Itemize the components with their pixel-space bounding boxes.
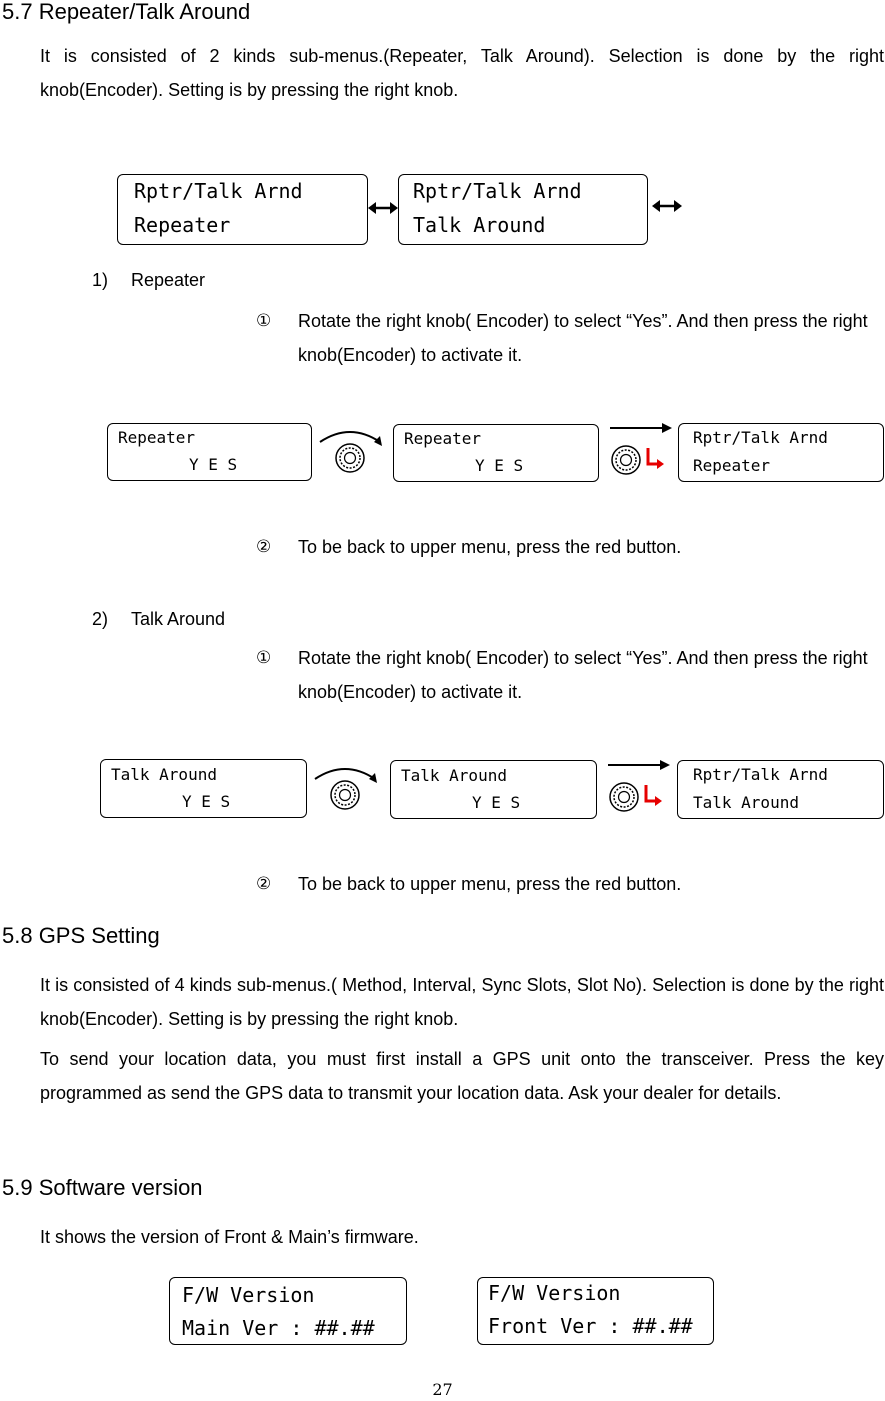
lcd-line2: Main Ver : ##.##	[182, 1316, 375, 1340]
knob-rotate-icon	[316, 428, 384, 474]
item-1-number: 1)	[92, 270, 109, 290]
lcd-line2: Y E S	[182, 792, 231, 811]
knob-press-icon	[606, 420, 674, 478]
double-arrow-icon	[652, 199, 682, 213]
lcd-menu-talk-around	[398, 174, 648, 245]
lcd-line1: Talk Around	[401, 766, 507, 785]
lcd-line1: F/W Version	[182, 1283, 315, 1307]
lcd-line2: Front Ver : ##.##	[488, 1314, 693, 1338]
item-1-step1-text: Rotate the right knob( Encoder) to select “Yes”. And then press the right knob(Encoder) to activate it.	[298, 311, 868, 365]
lcd-menu-talk-around-result	[677, 760, 884, 819]
item-2-step1-mark: ①	[256, 648, 272, 667]
item-1-step1-mark: ①	[256, 311, 272, 330]
lcd-line1: Rptr/Talk Arnd	[413, 179, 582, 203]
knob-rotate-icon	[311, 765, 379, 811]
section-5-8-para1: It is consisted of 4 kinds sub-menus.( Method, Interval, Sync Slots, Slot No). Selection is done by the right knob(Encoder). Setting is by pressing the right knob.	[40, 975, 884, 1029]
section-5-7-heading: 5.7 Repeater/Talk Around	[2, 0, 251, 24]
lcd-line1: Repeater	[118, 428, 196, 447]
lcd-line2: Talk Around	[693, 793, 799, 812]
lcd-menu-repeater	[117, 174, 368, 245]
lcd-line1: Talk Around	[111, 765, 217, 784]
lcd-fw-front-version	[477, 1277, 714, 1345]
item-1-step2-text: To be back to upper menu, press the red button.	[298, 537, 682, 557]
page-number: 27	[432, 1380, 453, 1399]
lcd-talk-around-yes-1	[100, 759, 307, 818]
lcd-line2: Y E S	[189, 455, 238, 474]
section-5-9-text: It shows the version of Front & Main’s firmware.	[40, 1227, 419, 1247]
section-5-7-intro: It is consisted of 2 kinds sub-menus.(Repeater, Talk Around). Selection is done by the right knob(Encoder). Setting is by pressing the right knob.	[40, 46, 884, 100]
item-2-step2-mark: ②	[256, 874, 272, 893]
lcd-line2: Y E S	[472, 793, 521, 812]
lcd-line2: Repeater	[693, 456, 771, 475]
lcd-menu-repeater-result	[678, 423, 884, 482]
lcd-line2: Y E S	[475, 456, 524, 475]
item-2-step1-text: Rotate the right knob( Encoder) to select “Yes”. And then press the right knob(Encoder) to activate it.	[298, 648, 868, 702]
item-2-number: 2)	[92, 609, 109, 629]
lcd-repeater-yes-2	[393, 424, 599, 482]
knob-press-icon	[604, 757, 672, 815]
item-2-step2-text: To be back to upper menu, press the red button.	[298, 874, 682, 894]
section-5-9-heading: 5.9 Software version	[2, 1175, 203, 1200]
lcd-line1: Rptr/Talk Arnd	[134, 179, 303, 203]
item-2-label: Talk Around	[131, 609, 226, 629]
double-arrow-icon	[368, 201, 398, 215]
lcd-repeater-yes-1	[107, 423, 312, 481]
lcd-line1: F/W Version	[488, 1281, 621, 1305]
section-5-8-heading: 5.8 GPS Setting	[2, 923, 160, 948]
item-1-step2-mark: ②	[256, 537, 272, 556]
lcd-fw-main-version	[169, 1277, 407, 1345]
lcd-line1: Rptr/Talk Arnd	[693, 428, 828, 447]
lcd-line2: Talk Around	[413, 213, 546, 237]
lcd-talk-around-yes-2	[390, 760, 597, 819]
lcd-line1: Rptr/Talk Arnd	[693, 765, 828, 784]
section-5-8-para2: To send your location data, you must first install a GPS unit onto the transceiver. Press the key programmed as send the GPS data to transmit your location data. Ask your dealer for details.	[40, 1049, 884, 1103]
lcd-line2: Repeater	[134, 213, 231, 237]
item-1-label: Repeater	[131, 270, 206, 290]
lcd-line1: Repeater	[404, 429, 482, 448]
